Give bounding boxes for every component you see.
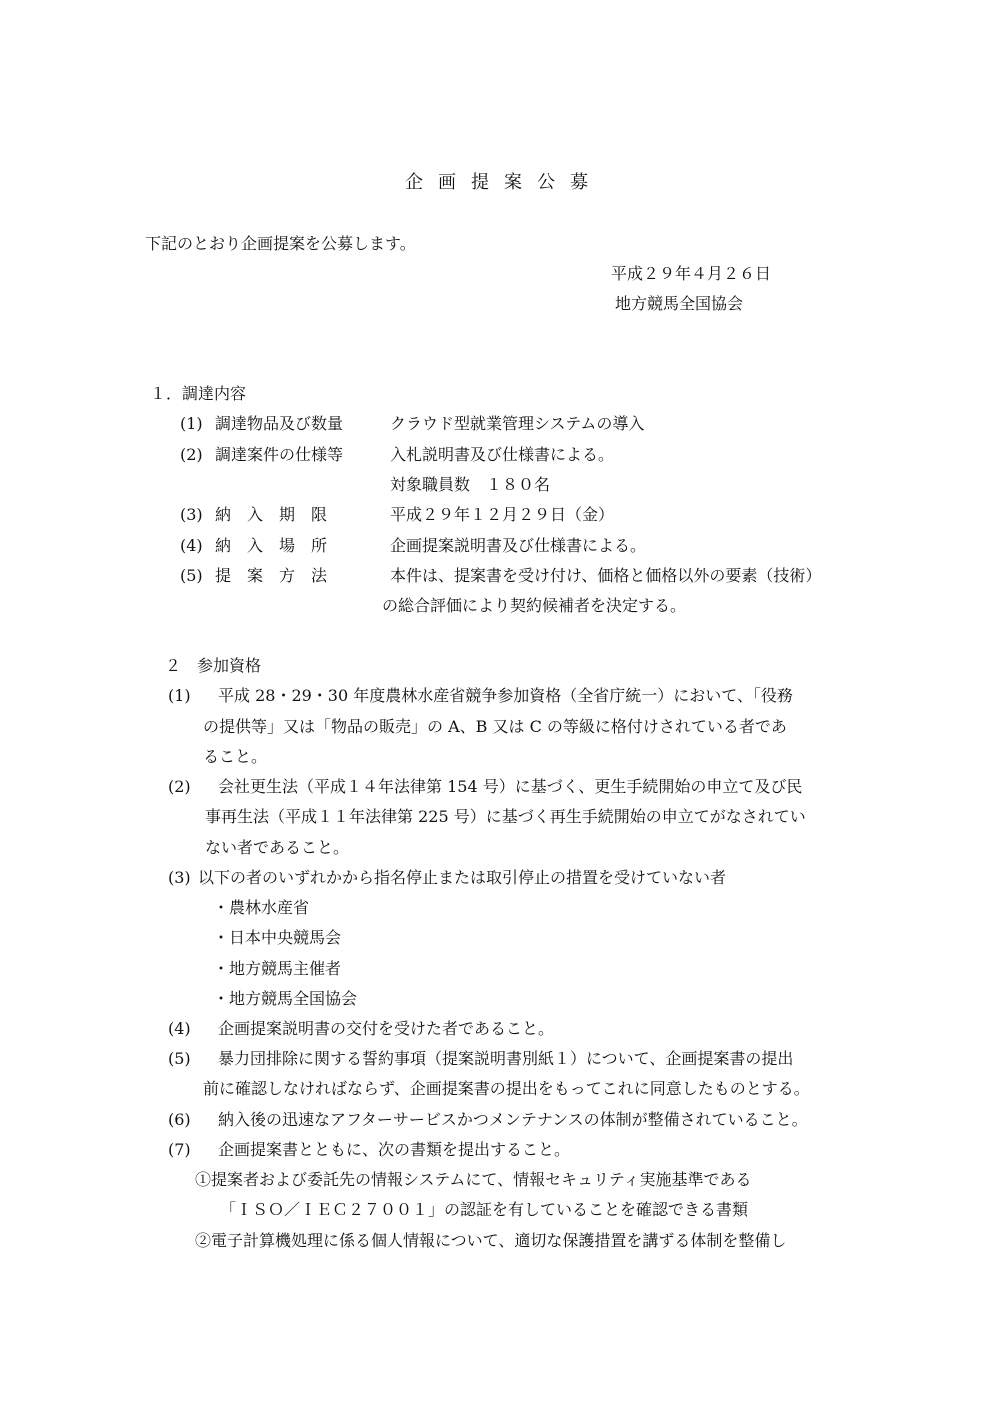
s1-item-5-value-2: の総合評価により契約候補者を決定する。 [382, 596, 687, 615]
s1-item-5-value: 本件は、提案書を受け付け、価格と価格以外の要素（技術） [390, 566, 822, 585]
s1-item-4-number: (4) [180, 536, 203, 555]
s2-item-1-line-1: 平成 28・29・30 年度農林水産省競争参加資格（全省庁統一）において、「役務 [218, 686, 793, 705]
s1-item-2-value: 入札説明書及び仕様書による。 [390, 445, 615, 464]
s2-item-3-line-1: 以下の者のいずれかから指名停止または取引停止の措置を受けていない者 [198, 868, 727, 887]
section-1-heading: １．調達内容 [150, 384, 247, 403]
s1-item-1-number: (1) [180, 414, 203, 433]
s2-item-5-line-2: 前に確認しなければならず、企画提案書の提出をもってこれに同意したものとする。 [203, 1079, 810, 1098]
s2-item-3-bullet-3: ・地方競馬主催者 [213, 959, 342, 978]
s1-item-5-label: 提 案 方 法 [215, 566, 328, 585]
s1-item-3-label: 納 入 期 限 [215, 505, 328, 524]
s1-item-4-value: 企画提案説明書及び仕様書による。 [390, 536, 647, 555]
s1-item-4-label: 納 入 場 所 [215, 536, 328, 555]
s2-item-6-number: (6) [168, 1110, 191, 1129]
s2-item-1-line-2: の提供等」又は「物品の販売」の A、B 又は C の等級に格付けされている者であ [203, 717, 787, 736]
intro-text: 下記のとおり企画提案を公募します。 [145, 234, 416, 253]
s2-item-1-number: (1) [168, 686, 191, 705]
s2-item-2-line-2: 事再生法（平成１１年法律第 225 号）に基づく再生手続開始の申立てがなされてい [205, 807, 806, 826]
issuing-organization: 地方競馬全国協会 [615, 294, 744, 313]
s2-item-6-line-1: 納入後の迅速なアフターサービスかつメンテナンスの体制が整備されていること。 [218, 1110, 808, 1129]
s1-item-2-number: (2) [180, 445, 203, 464]
s1-item-3-number: (3) [180, 505, 203, 524]
s2-item-3-bullet-2: ・日本中央競馬会 [213, 928, 342, 947]
s1-item-2-label: 調達案件の仕様等 [215, 445, 344, 464]
s2-item-3-bullet-1: ・農林水産省 [213, 898, 310, 917]
s2-item-5-number: (5) [168, 1049, 191, 1068]
s2-item-7-sub-1: ①提案者および委託先の情報システムにて、情報セキュリティ実施基準である [195, 1170, 752, 1189]
s1-item-1-value: クラウド型就業管理システムの導入 [390, 414, 645, 433]
s1-item-3-value: 平成２９年１２月２９日（金） [390, 505, 615, 524]
s1-item-5-number: (5) [180, 566, 203, 585]
s1-item-2-value-2: 対象職員数 １８０名 [390, 475, 551, 494]
s2-item-3-number: (3) [168, 868, 191, 887]
s2-item-2-line-1: 会社更生法（平成１４年法律第 154 号）に基づく、更生手続開始の申立て及び民 [218, 777, 803, 796]
issue-date: 平成２９年４月２６日 [611, 264, 772, 283]
s2-item-4-line-1: 企画提案説明書の交付を受けた者であること。 [218, 1019, 555, 1038]
document-title: 企画提案公募 [405, 172, 603, 193]
s2-item-4-number: (4) [168, 1019, 191, 1038]
s2-item-2-line-3: ない者であること。 [205, 838, 350, 857]
s2-item-2-number: (2) [168, 777, 191, 796]
s2-item-7-number: (7) [168, 1140, 191, 1159]
s2-item-7-sub-3: ②電子計算機処理に係る個人情報について、適切な保護措置を講ずる体制を整備し [195, 1231, 787, 1250]
section-2-heading: ２ 参加資格 [165, 656, 262, 675]
s2-item-5-line-1: 暴力団排除に関する誓約事項（提案説明書別紙１）について、企画提案書の提出 [218, 1049, 794, 1068]
s2-item-7-line-1: 企画提案書とともに、次の書類を提出すること。 [218, 1140, 571, 1159]
s2-item-3-bullet-4: ・地方競馬全国協会 [213, 989, 358, 1008]
s2-item-7-sub-2: 「ＩＳＯ／ＩＥＣ２７００１」の認証を有していることを確認できる書類 [220, 1200, 749, 1219]
s2-item-1-line-3: ること。 [203, 747, 268, 766]
s1-item-1-label: 調達物品及び数量 [215, 414, 344, 433]
